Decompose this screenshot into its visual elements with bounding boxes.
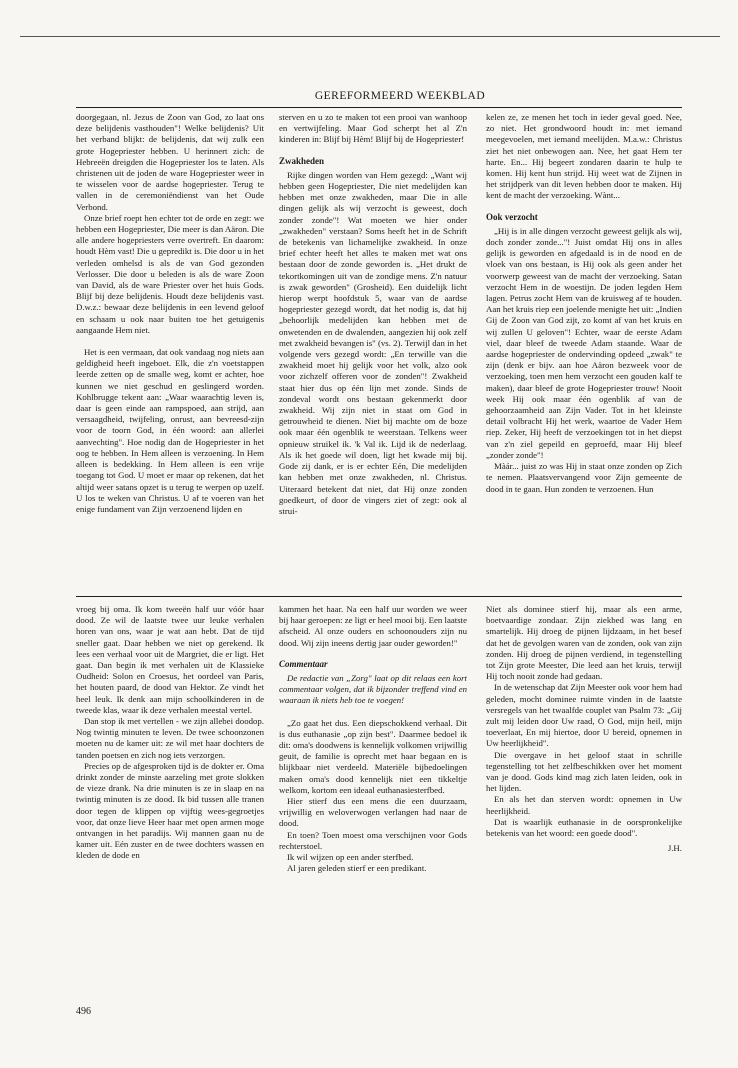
paragraph: Die overgave in het geloof staat in schrille tegenstelling tot het zelfbeschikken over het moment van je dood. Gods kind mag zich laten leiden, ook in het lijden.	[486, 749, 682, 794]
column-2	[279, 112, 467, 592]
paragraph: Màár... juist zo was Hij in staat onze zonden op Zich te nemen. Plaatsvervangend voor Zijn gemeente de dood in te gaan. Hun zonden te verzoenen. Hun	[486, 461, 682, 494]
column-6	[486, 604, 682, 1000]
section-heading: Commentaar	[279, 658, 328, 669]
section-rule	[76, 596, 682, 597]
paragraph: Niet als dominee stierf hij, maar als een arme, boetvaardige zondaar. Zijn ziekbed was lang en smartelijk. Hij droeg de pijnen lijdzaam, in het besef dat het de gevolgen waren van de zonden, ook van zijn zonden. Hij droeg de pijnen verdiend, in tegenstelling tot Zijn grote Meester, Die leed aan het kruis, terwijl Hij toch nooit zonde had gedaan.	[486, 604, 682, 682]
author-signature: J.H.	[667, 843, 682, 854]
column-3	[486, 112, 682, 592]
paragraph: kelen ze, ze menen het toch in ieder geval goed. Nee, zo niet. Het grondwoord houdt in: met iemand meegevoelen, met iemand meelijden. M.a.w.: Christus ziet het niet onbewogen aan. Nee, het gaat Hem ter harte. En... Hij begeert zondaren daarin te hulp te komen. Hij kent hun strijd. Hij weet wat de Zijnen in het strijdperk van dit leven hebben door te maken. Hij kent de macht der verzoeking. Wànt...	[486, 112, 682, 201]
column-5	[279, 604, 467, 1000]
running-header: GEREFORMEERD WEEKBLAD	[314, 90, 486, 102]
section-heading: Ook verzocht	[486, 211, 538, 222]
paragraph: Dat is waarlijk euthanasie in de oorspronkelijke betekenis van het woord: een goede dood".	[486, 816, 682, 839]
paragraph: doorgegaan, nl. Jezus de Zoon van God, zo laat ons deze belijdenis vasthouden"! Welke belijdenis? Uit het verband blijkt: de belijdenis, dat wij zulk een grote Hogepriester hebben. U herinnert zich: de Hebreeën dreigden die Hogepriester los te laten. Als christenen uit de joden de ware Hogepriester weer in te wisselen voor de aardse hogepriester. Terug te vallen in de ceremoniëndienst van het Oude Verbond.	[76, 112, 264, 212]
paragraph: Het is een vermaan, dat ook vandaag nog niets aan geldigheid heeft ingeboet. Elk, die z'n voetstappen leerde zetten op de smalle weg, komt er achter, hoe kunnen we niet geschud en geslingerd worden. Kohlbrugge tekent aan: „Waar waarachtig leven is, daar is geen einde aan rampspoed, aan strijd, aan versaagdheid, twijfeling, onrust, aan bevreesd-zijn voor de toorn God, in één woord: aan allerlei aanvechting". Hoe nodig dan de Hogepriester in het oog te hebben. In Hem alleen is verzoening. In Hem alleen is bedekking. In Hem alleen is een vrije toegang tot God. U moet er maar op rekenen, dat het altijd weer satans opzet is u terug te werpen op uzelf. U los te weken van Christus. U af te voeren van het enige fundament van Zijn verzoenend lijden en	[76, 347, 264, 514]
paragraph: Dan stop ik met vertellen - we zijn allebei doodop. Nog twintig minuten te leven. De twee schoonzonen moeten nu de kamer uit: ze wil met haar dochters de tanden poetsen en zich nog iets verzorgen.	[76, 716, 264, 760]
paragraph: In de wetenschap dat Zijn Meester ook voor hem had geleden, mocht dominee ruimte vinden in de laatste versregels van het twaalfde couplet van Psalm 73: „Gij zult mij leiden door Uw raad, O God, mijn heil, mijn toeverlaat, En mij hiertoe, door U bereid, opnemen in Uw heerlijkheid".	[486, 682, 682, 749]
paragraph: vroeg bij oma. Ik kom tweeën half uur vóór haar dood. Ze wil de laatste twee uur leuke verhalen horen van ons, waar je wat aan hebt. Dat de tijd sneller gaat. Daar hebben we niet op gerekend. Ik lees een verhaal voor uit de Margriet, die er ligt. Het gaat. Dan begin ik met verhalen uit de Klassieke Oudheid: Solon en Croesus, het oordeel van Paris, het houten paard, de dood van Hektor. Ze vindt het heel leuk. Ik denk aan mijn schoolkinderen in de tweede klas, waar ik deze verhalen meestal vertel.	[76, 604, 264, 715]
paragraph: En als het dan sterven wordt: opnemen in Uw heerlijkheid.	[486, 794, 682, 816]
paragraph: Rijke dingen worden van Hem gezegd: „Want wij hebben geen Hogepriester, Die niet medelijden kan hebben met onze zwakheden, maar Die in alle dingen gelijk als wij verzocht is geweest, doch zonder zonde"! Wat moeten we hier onder „zwakheden" verstaan? Soms heeft het in de Schrift de betekenis van lichamelijke zwakheid. In onze brief echter heeft het alles te maken met wat ons bestaan door de zonde geworden is. „Het drukt de tekortkomingen uit van de zondige mens. Z'n natuur is zwak geworden" (Grosheid). Een duidelijk licht hierop werpt hoofdstuk 5, waar van de aardse hogepriester gezegd wordt, dat het nodig is, dat hij „behoorlijk medelijden kan hebben met de onwetenden en de dwalenden, aangezien hij ook zelf met zwakheid bevangen is" (vs. 2). Terwijl dan in het volgende vers gezegd wordt: „En terwille van die zwakheid moet hij gelijk voor het volk, alzo ook voor zichzelf offeren voor de zonden"! Zwakheid staat hier dus op één lijn met zonde. Sinds de zondeval wordt ons bestaan gekenmerkt door zwakheid. Wij zijn niet in staat om God in getrouwheid te dienen. Niet bij machte om de boze ook maar één ogenblik te weerstaan. Telkens weer opnieuw struikel ik. 'k Val ik. Lijd ik de nederlaag. Als ik het goede wil doen, ligt het kwade mij bij. Gode zij dank, er is er echter Eén, Die medelijden kan hebben met onze zwakheden, nl. Christus. Uiteraard betekent dat niet, dat Hij onze zonden goedkeurt, of door de vingers ziet of zegt: ook al strui-	[279, 169, 467, 516]
paragraph: En toen? Toen moest oma verschijnen voor Gods rechterstoel.	[279, 829, 467, 851]
page-number: 496	[76, 1006, 91, 1017]
paragraph: Ik wil wijzen op een ander sterfbed.	[287, 852, 414, 863]
paragraph: Hier stierf dus een mens die een duurzaam, vrijwillig en weloverwogen verlangen had naar de dood.	[279, 796, 467, 829]
paragraph: kammen het haar. Na een half uur worden we weer bij haar geroepen: ze ligt er heel mooi bij. Een laatste afscheid. Al onze ouders en schoonouders zijn nu dood. Wij zijn ineens dertig jaar ouder geworden!"	[279, 604, 467, 648]
paragraph: De redactie van „Zorg" laat op dit relaas een kort commentaar volgen, dat ik bijzonder treffend vind en waaraan ik niets heb toe te voegen!	[279, 673, 467, 706]
paragraph: sterven en u zo te maken tot een prooi van wanhoop en vertwijfeling. Maar God scherpt het al Z'n kinderen in: Blijf bij Hèm! Blijf bij de Hogepriester!	[279, 112, 467, 145]
section-heading: Zwakheden	[279, 155, 325, 166]
column-1	[76, 112, 264, 592]
paragraph: „Zo gaat het dus. Een diepschokkend verhaal. Dit is dus euthanasie „op zijn best". Daarmee bedoel ik dit: oma's doodwens is kennelijk volkomen vrijwillig geuit, de familie is oprecht met haar begaan en is blijkbaar niet verdeeld. Materiële bijbedoelingen maken oma's dood kennelijk niet een tikkeltje welkom, kortom een ideaal euthanasiesterfbed.	[279, 717, 467, 795]
scan-edge-line	[20, 36, 720, 37]
paragraph: Precies op de afgesproken tijd is de dokter er. Oma drinkt zonder de minste aarzeling met grote slokken de vieze drank. Na drie minuten is ze in slaap en na twintig minuten is ze dood. Ik bid tussen alle tranen door tegen de klippen op vijftig wees-gegroetjes voor, dat onze lieve Heer haar met open armen moge ontvangen in het paradijs. Wij mannen gaan nu de kamer uit. Eén zuster en de twee dochters wassen en kleden de dode en	[76, 760, 264, 861]
paragraph: „Hij is in alle dingen verzocht geweest gelijk als wij, doch zonder zonde..."! Juist omdat Hij ons in alles gelijk is geworden en afgedaald is in de nood en de vloek van ons bestaan, is Hij ook als geen ander het voorwerp geweest van de macht der verzoeking. Satan verzocht Hem in de woestijn. De joden legden Hem lagen. Petrus zocht Hem van de kruisweg af te houden. Aan het kruis riep een joelende menigte het uit: „Indien Gij de Zoon van God zijt, zo komt af van het kruis en wij zullen U geloven"! Echter, waar de eerste Adam viel, daar bleef de tweede Adam staande. Waar de aardse hogepriester de ondervinding opdeed „zwak" te zijn (denk er bijv. aan hoe Aäron bezweek voor de verzoeking, toen men hem verzocht een gouden kalf te maken), daar bleef de grote Hogepriester trouw! Nooit week Hij ook maar één ogenblik af van de gehoorzaamheid aan Zijn Vader. Tot in het kleinste detail volbracht Hij het werk, waartoe de Vader Hem riep. Zeker, Hij heeft de verzoekingen tot in het diepst van z'n ziel gepeild en geproefd, maar Hij bleef „zonder zonde"!	[486, 225, 682, 460]
header-rule	[76, 107, 682, 108]
paragraph: Onze brief roept hen echter tot de orde en zegt: we hebben een Hogepriester, Die meer is dan Aäron. Die alle andere hogepriesters verre overtreft. En daarom: houdt Hèm vast! Die u gepredikt is. Die door u in het verleden omhelsd is als de van God gezonden Verlosser. Die door u beleden is als de ware Zoon van David, als de ware Priester over het huis Gods. Blijf bij deze belijdenis. Houdt deze belijdenis vast. D.w.z.: bewaar deze belijdenis in een levend geloof en schaam u ook naar buiten toe het getuigenis aangaande Hem niet.	[76, 212, 264, 335]
paragraph: Al jaren geleden stierf er een predikant.	[287, 863, 427, 874]
column-4	[76, 604, 264, 1000]
